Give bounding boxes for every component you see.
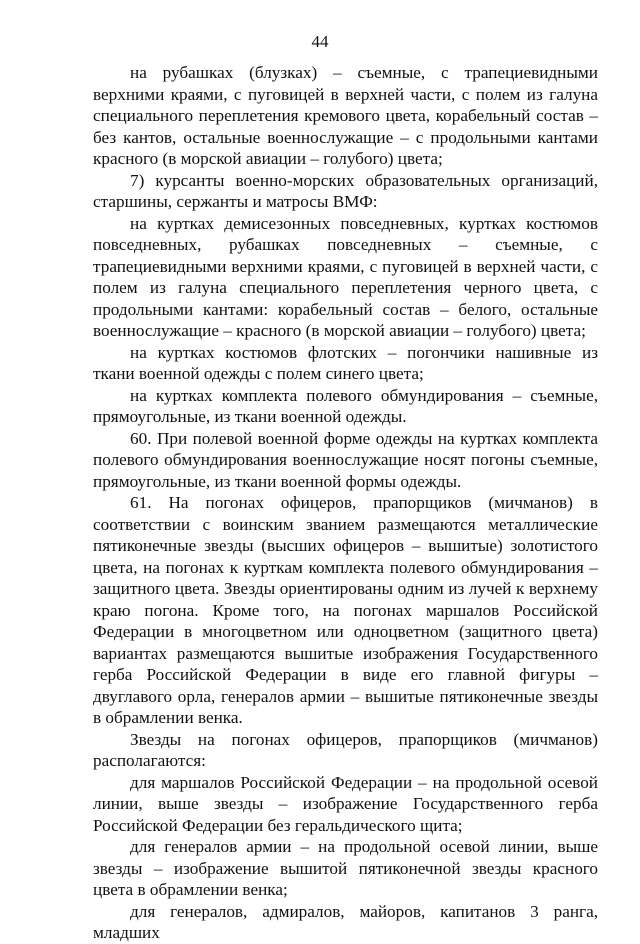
paragraph: Звезды на погонах офицеров, прапорщиков (мичманов) располагаются:	[93, 729, 598, 770]
paragraph: для генералов армии – на продольной осевой линии, выше звезды – изображение вышитой пятиконечной звезды красного цвета в обрамлении венка;	[93, 837, 598, 899]
paragraph: на рубашках (блузках) – съемные, с трапециевидными верхними краями, с пуговицей в верхней части, с полем из галуна специального переплетения кремового цвета, корабельный состав – без кантов, остальные военнослужащие – с продольными кантами красного (в морской авиации – голубого) цвета;	[93, 63, 598, 168]
paragraph: на куртках комплекта полевого обмундирования – съемные, прямоугольные, из ткани военной одежды.	[93, 385, 598, 426]
paragraph: на куртках костюмов флотских – погончики нашивные из ткани военной одежды с полем синего цвета;	[93, 342, 598, 383]
paragraph: для маршалов Российской Федерации – на продольной осевой линии, выше звезды – изображение Государственного герба Российской Федерации без геральдического щита;	[93, 772, 598, 835]
paragraph: на куртках демисезонных повседневных, куртках костюмов повседневных, рубашках повседневных – съемные, с трапециевидными верхними краями, с пуговицей в верхней части, с полем из галуна специального переплетения черного цвета, с продольными кантами: корабельный состав – белого, остальные военнослужащие – красного (в морской авиации – голубого) цвета;	[93, 213, 598, 340]
document-body	[93, 62, 598, 944]
paragraph: 61. На погонах офицеров, прапорщиков (мичманов) в соответствии с воинским званием размещаются металлические пятиконечные звезды (высших офицеров – вышитые) золотистого цвета, на погонах к курткам комплекта полевого обмундирования – защитного цвета. Звезды ориентированы одним из лучей к верхнему краю погона. Кроме того, на погонах маршалов Российской Федерации в многоцветном или одноцветном (защитного цвета) вариантах размещаются вышитые изображения Государственного герба Российской Федерации в виде его главной фигуры – двуглавого орла, генералов армии – вышитые пятиконечные звезды в обрамлении венка.	[93, 493, 598, 727]
paragraph: 7) курсанты военно-морских образовательных организаций, старшины, сержанты и матросы ВМФ:	[93, 170, 598, 211]
paragraph: 60. При полевой военной форме одежды на куртках комплекта полевого обмундирования военнослужащие носят погоны съемные, прямоугольные, из ткани военной формы одежды.	[93, 428, 598, 491]
paragraph: для генералов, адмиралов, майоров, капитанов 3 ранга, младших	[93, 901, 598, 942]
page-number: 44	[311, 32, 329, 51]
